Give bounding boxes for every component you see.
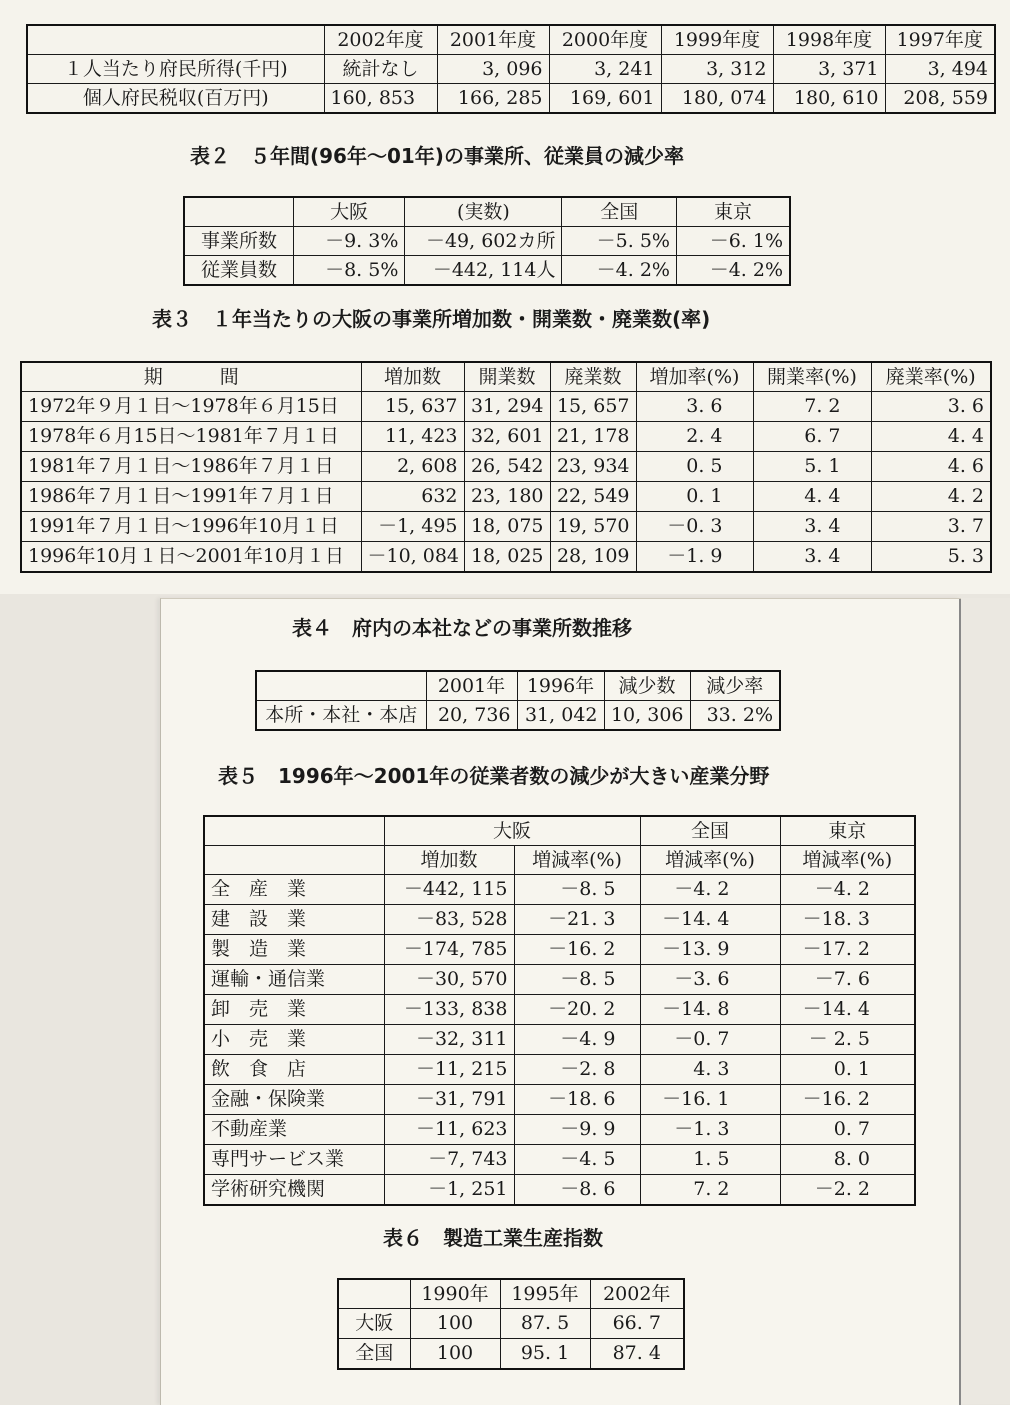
cell: －20. 2 <box>514 995 640 1025</box>
header-cell: 2001年度 <box>437 25 549 55</box>
table-row <box>204 935 915 965</box>
cell: －11, 215 <box>384 1055 514 1085</box>
cell: 3, 096 <box>437 55 549 84</box>
cell: 5. 1 <box>753 452 871 482</box>
cell: －9. 3% <box>293 227 404 256</box>
cell: 4. 3 <box>640 1055 780 1085</box>
table-header-row <box>256 671 780 701</box>
cell: 2. 4 <box>636 422 753 452</box>
cell: 15, 637 <box>361 392 464 422</box>
table-row <box>21 542 991 572</box>
cell: －16. 1 <box>640 1085 780 1115</box>
cell: －8. 5 <box>514 965 640 995</box>
row-label: 建 設 業 <box>204 905 384 935</box>
table5-caption: 表５ 1996年～2001年の従業者数の減少が大きい産業分野 <box>218 764 770 788</box>
table-row <box>184 227 790 256</box>
cell: 632 <box>361 482 464 512</box>
table-row <box>204 1115 915 1145</box>
header-cell: 増加数 <box>384 846 514 875</box>
cell: 19, 570 <box>550 512 636 542</box>
table-row <box>204 875 915 905</box>
cell: 28, 109 <box>550 542 636 572</box>
header-cell: 1996年 <box>517 671 604 701</box>
row-label: 飲 食 店 <box>204 1055 384 1085</box>
period-cell: 1972年９月１日～1978年６月15日 <box>21 392 361 422</box>
cell: －10, 084 <box>361 542 464 572</box>
table-header-row <box>184 197 790 227</box>
cell: 26, 542 <box>464 452 550 482</box>
cell: 23, 180 <box>464 482 550 512</box>
header-cell: 開業率(%) <box>753 362 871 392</box>
row-label: 金融・保険業 <box>204 1085 384 1115</box>
cell: －442, 114人 <box>405 256 562 286</box>
sheet-edge <box>959 599 961 1405</box>
cell: 3. 6 <box>871 392 991 422</box>
cell: －32, 311 <box>384 1025 514 1055</box>
cell: －13. 9 <box>640 935 780 965</box>
table-row <box>21 452 991 482</box>
cell: －18. 3 <box>780 905 915 935</box>
row-label: 個人府民税収(百万円) <box>27 84 324 114</box>
cell: 統計なし <box>324 55 437 84</box>
period-cell: 1991年７月１日～1996年10月１日 <box>21 512 361 542</box>
header-cell-national: 全国 <box>640 816 780 846</box>
table-row <box>204 1025 915 1055</box>
header-cell: 減少数 <box>604 671 690 701</box>
cell: －4. 5 <box>514 1145 640 1175</box>
header-cell: 大阪 <box>293 197 404 227</box>
table-header-row <box>204 846 915 875</box>
cell: 4. 4 <box>753 482 871 512</box>
table-row <box>204 1055 915 1085</box>
cell: 0. 7 <box>780 1115 915 1145</box>
header-cell: 1999年度 <box>661 25 773 55</box>
cell: －0. 3 <box>636 512 753 542</box>
header-cell: 増減率(%) <box>514 846 640 875</box>
cell: 66. 7 <box>590 1309 684 1339</box>
cell: 0. 5 <box>636 452 753 482</box>
cell: 87. 4 <box>590 1339 684 1369</box>
table6-caption: 表６ 製造工業生産指数 <box>383 1226 603 1250</box>
table-row <box>27 55 995 84</box>
cell: －2. 8 <box>514 1055 640 1085</box>
cell: －30, 570 <box>384 965 514 995</box>
table2-caption: 表２ ５年間(96年～01年)の事業所、従業員の減少率 <box>190 144 684 168</box>
cell: －4. 2 <box>780 875 915 905</box>
header-cell: (実数) <box>405 197 562 227</box>
cell: 4. 6 <box>871 452 991 482</box>
cell: 7. 2 <box>753 392 871 422</box>
cell: 4. 4 <box>871 422 991 452</box>
cell: 3. 6 <box>636 392 753 422</box>
cell: －8. 5% <box>293 256 404 286</box>
cell: －0. 7 <box>640 1025 780 1055</box>
cell: 1. 5 <box>640 1145 780 1175</box>
row-label: 製 造 業 <box>204 935 384 965</box>
cell: 18, 025 <box>464 542 550 572</box>
table-row <box>27 84 995 114</box>
cell: 33. 2% <box>690 701 780 731</box>
row-label: 本所・本社・本店 <box>256 701 426 731</box>
cell: 160, 853 <box>324 84 437 114</box>
cell: －7. 6 <box>780 965 915 995</box>
cell: －4. 2% <box>562 256 677 286</box>
header-cell: 廃業数 <box>550 362 636 392</box>
period-cell: 1981年７月１日～1986年７月１日 <box>21 452 361 482</box>
table-row <box>338 1309 684 1339</box>
cell: －83, 528 <box>384 905 514 935</box>
cell: 18, 075 <box>464 512 550 542</box>
table-row <box>204 965 915 995</box>
header-cell: 2002年度 <box>324 25 437 55</box>
header-cell <box>204 816 384 846</box>
cell: －11, 623 <box>384 1115 514 1145</box>
cell: 31, 294 <box>464 392 550 422</box>
background-strip <box>960 598 1010 1404</box>
cell: －17. 2 <box>780 935 915 965</box>
header-cell: 1998年度 <box>773 25 885 55</box>
header-cell: 東京 <box>676 197 790 227</box>
table-row <box>21 512 991 542</box>
header-cell: 減少率 <box>690 671 780 701</box>
cell: －14. 4 <box>780 995 915 1025</box>
cell: 100 <box>410 1309 500 1339</box>
cell: －16. 2 <box>514 935 640 965</box>
decline-rate-table <box>183 196 791 286</box>
header-cell <box>256 671 426 701</box>
cell: －3. 6 <box>640 965 780 995</box>
header-cell: 期 間 <box>21 362 361 392</box>
cell: －14. 8 <box>640 995 780 1025</box>
row-label: 小 売 業 <box>204 1025 384 1055</box>
cell: 3, 241 <box>549 55 661 84</box>
table-header-row <box>27 25 995 55</box>
header-cell: 開業数 <box>464 362 550 392</box>
cell: 0. 1 <box>780 1055 915 1085</box>
cell: 166, 285 <box>437 84 549 114</box>
period-cell: 1996年10月１日～2001年10月１日 <box>21 542 361 572</box>
cell: 23, 934 <box>550 452 636 482</box>
header-cell: 増減率(%) <box>640 846 780 875</box>
table4-caption: 表４ 府内の本社などの事業所数推移 <box>292 616 632 640</box>
cell: －2. 2 <box>780 1175 915 1205</box>
cell: －174, 785 <box>384 935 514 965</box>
business-openings-table <box>20 361 992 573</box>
header-cell: 増減率(%) <box>780 846 915 875</box>
table-row <box>204 1175 915 1205</box>
cell: －16. 2 <box>780 1085 915 1115</box>
header-cell-osaka: 大阪 <box>384 816 640 846</box>
cell: 7. 2 <box>640 1175 780 1205</box>
cell: －5. 5% <box>562 227 677 256</box>
table-row <box>21 482 991 512</box>
row-label: 卸 売 業 <box>204 995 384 1025</box>
cell: －21. 3 <box>514 905 640 935</box>
cell: －4. 9 <box>514 1025 640 1055</box>
row-label: 事業所数 <box>184 227 293 256</box>
header-cell: 1995年 <box>500 1279 590 1309</box>
table-row <box>256 701 780 731</box>
table3-caption: 表３ １年当たりの大阪の事業所増加数・開業数・廃業数(率) <box>152 307 711 331</box>
row-label: １人当たり府民所得(千円) <box>27 55 324 84</box>
header-cell: 全国 <box>562 197 677 227</box>
row-label: 全 産 業 <box>204 875 384 905</box>
cell: 100 <box>410 1339 500 1369</box>
cell: 3, 371 <box>773 55 885 84</box>
header-cell: 2000年度 <box>549 25 661 55</box>
cell: －31, 791 <box>384 1085 514 1115</box>
row-label: 全国 <box>338 1339 410 1369</box>
header-cell <box>338 1279 410 1309</box>
cell: －1. 3 <box>640 1115 780 1145</box>
cell: 3. 4 <box>753 512 871 542</box>
table-row <box>204 1085 915 1115</box>
header-cell: 増加率(%) <box>636 362 753 392</box>
cell: －6. 1% <box>676 227 790 256</box>
table-row <box>338 1339 684 1369</box>
cell: 10, 306 <box>604 701 690 731</box>
period-cell: 1978年６月15日～1981年７月１日 <box>21 422 361 452</box>
cell: 3, 312 <box>661 55 773 84</box>
cell: 32, 601 <box>464 422 550 452</box>
cell: 6. 7 <box>753 422 871 452</box>
cell: －18. 6 <box>514 1085 640 1115</box>
cell: 3, 494 <box>885 55 995 84</box>
header-cell: 廃業率(%) <box>871 362 991 392</box>
cell: 208, 559 <box>885 84 995 114</box>
cell: 0. 1 <box>636 482 753 512</box>
cell: 180, 074 <box>661 84 773 114</box>
cell: 4. 2 <box>871 482 991 512</box>
cell: 21, 178 <box>550 422 636 452</box>
table-row <box>21 392 991 422</box>
cell: 3. 4 <box>753 542 871 572</box>
table-group-header-row <box>204 816 915 846</box>
row-label: 専門サービス業 <box>204 1145 384 1175</box>
row-label: 学術研究機関 <box>204 1175 384 1205</box>
header-cell <box>204 846 384 875</box>
cell: 5. 3 <box>871 542 991 572</box>
header-cell: 1997年度 <box>885 25 995 55</box>
row-label: 大阪 <box>338 1309 410 1339</box>
cell: －8. 5 <box>514 875 640 905</box>
table-header-row <box>21 362 991 392</box>
cell: 11, 423 <box>361 422 464 452</box>
header-cell: 1990年 <box>410 1279 500 1309</box>
cell: －4. 2 <box>640 875 780 905</box>
table-row <box>204 995 915 1025</box>
period-cell: 1986年７月１日～1991年７月１日 <box>21 482 361 512</box>
cell: 169, 601 <box>549 84 661 114</box>
cell: 3. 7 <box>871 512 991 542</box>
cell: －1. 9 <box>636 542 753 572</box>
cell: －7, 743 <box>384 1145 514 1175</box>
cell: －442, 115 <box>384 875 514 905</box>
cell: 22, 549 <box>550 482 636 512</box>
cell: －8. 6 <box>514 1175 640 1205</box>
cell: 2, 608 <box>361 452 464 482</box>
table-row <box>204 905 915 935</box>
cell: －14. 4 <box>640 905 780 935</box>
cell: 31, 042 <box>517 701 604 731</box>
cell: －9. 9 <box>514 1115 640 1145</box>
cell: －1, 495 <box>361 512 464 542</box>
headquarters-table <box>255 670 781 731</box>
industry-employment-table <box>203 815 916 1206</box>
row-label: 不動産業 <box>204 1115 384 1145</box>
table-header-row <box>338 1279 684 1309</box>
cell: 180, 610 <box>773 84 885 114</box>
production-index-table <box>337 1278 685 1370</box>
cell: －133, 838 <box>384 995 514 1025</box>
row-label: 従業員数 <box>184 256 293 286</box>
cell: －1, 251 <box>384 1175 514 1205</box>
table-row <box>184 256 790 286</box>
header-cell-tokyo: 東京 <box>780 816 915 846</box>
cell: 95. 1 <box>500 1339 590 1369</box>
table-row <box>21 422 991 452</box>
cell: 8. 0 <box>780 1145 915 1175</box>
row-label: 運輸・通信業 <box>204 965 384 995</box>
income-tax-table <box>26 24 996 114</box>
header-cell: 2002年 <box>590 1279 684 1309</box>
cell: 15, 657 <box>550 392 636 422</box>
header-cell <box>27 25 324 55</box>
cell: － 2. 5 <box>780 1025 915 1055</box>
header-cell: 2001年 <box>426 671 517 701</box>
header-cell: 増加数 <box>361 362 464 392</box>
cell: －4. 2% <box>676 256 790 286</box>
header-cell <box>184 197 293 227</box>
cell: 20, 736 <box>426 701 517 731</box>
cell: －49, 602カ所 <box>405 227 562 256</box>
table-row <box>204 1145 915 1175</box>
cell: 87. 5 <box>500 1309 590 1339</box>
